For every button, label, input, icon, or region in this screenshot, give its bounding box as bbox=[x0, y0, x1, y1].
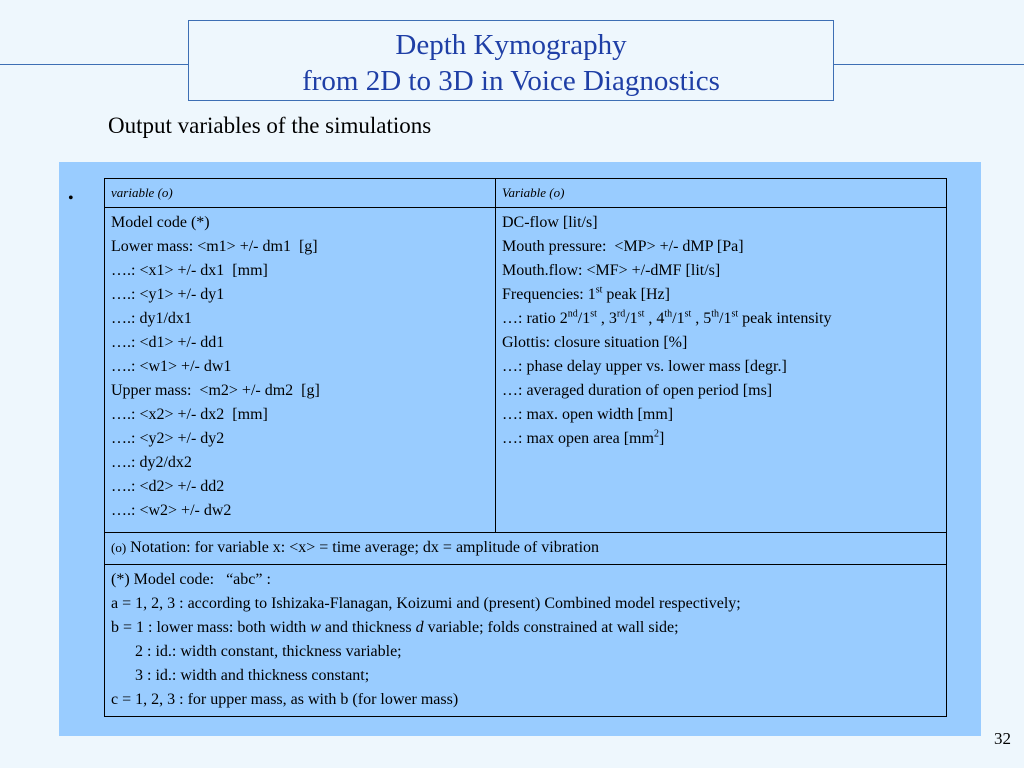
right-line: Mouth pressure: <MP> +/- dMP [Pa] bbox=[502, 238, 744, 255]
superscript: 2 bbox=[653, 428, 659, 440]
text: /1 bbox=[577, 310, 591, 327]
header-left: variable (o) bbox=[105, 179, 496, 208]
title-line-2: from 2D to 3D in Voice Diagnostics bbox=[302, 65, 720, 97]
left-line: ….: <w2> +/- dw2 bbox=[111, 502, 232, 519]
variables-table bbox=[104, 178, 947, 717]
right-line: Glottis: closure situation [%] bbox=[502, 334, 688, 351]
notation-cell bbox=[105, 533, 947, 565]
slide-title bbox=[188, 20, 834, 101]
right-line: DC-flow [lit/s] bbox=[502, 214, 598, 231]
table-row bbox=[105, 208, 947, 533]
title-rule-left bbox=[0, 64, 188, 65]
model-line: a = 1, 2, 3 : according to Ishizaka-Flanagan, Koizumi and (present) Combined model respectively; bbox=[111, 595, 741, 612]
notation-row bbox=[105, 533, 947, 565]
superscript: st bbox=[590, 308, 597, 320]
superscript: nd bbox=[567, 308, 578, 320]
left-line: ….: <d2> +/- dd2 bbox=[111, 478, 225, 495]
model-code-cell bbox=[105, 565, 947, 717]
page-number: 32 bbox=[994, 729, 1011, 748]
left-line: ….: <d1> +/- dd1 bbox=[111, 334, 225, 351]
left-line: ….: <y2> +/- dy2 bbox=[111, 430, 225, 447]
model-line: (*) Model code: “abc” : bbox=[111, 571, 271, 588]
superscript: st bbox=[731, 308, 739, 320]
right-line bbox=[502, 283, 940, 307]
notation-text: Notation: for variable x: <x> = time average; dx = amplitude of vibration bbox=[126, 539, 600, 556]
right-line: …: phase delay upper vs. lower mass [degr.] bbox=[502, 358, 787, 375]
input-variables-cell bbox=[105, 208, 496, 533]
text: , 5 bbox=[691, 310, 712, 327]
model-line bbox=[111, 616, 940, 640]
text: variable; folds constrained at wall side; bbox=[423, 619, 679, 636]
bullet: • bbox=[68, 190, 74, 207]
left-line: ….: <w1> +/- dw1 bbox=[111, 358, 232, 375]
text: /1 bbox=[719, 310, 732, 327]
header-right: Variable (o) bbox=[496, 179, 947, 208]
text: b = 1 : lower mass: both width bbox=[111, 619, 311, 636]
right-line bbox=[502, 307, 940, 331]
text: , 3 bbox=[596, 310, 617, 327]
superscript: st bbox=[684, 308, 692, 320]
text: and thickness bbox=[320, 619, 416, 636]
text: peak [Hz] bbox=[602, 286, 670, 303]
text: /1 bbox=[625, 310, 638, 327]
text: Frequencies: 1 bbox=[502, 286, 596, 303]
left-line: Model code (*) bbox=[111, 214, 210, 231]
left-line: Lower mass: <m1> +/- dm1 [g] bbox=[111, 238, 318, 255]
notation-prefix: (o) bbox=[111, 540, 127, 555]
title-line-1: Depth Kymography bbox=[395, 29, 627, 61]
text: /1 bbox=[672, 310, 685, 327]
left-line: ….: dy1/dx1 bbox=[111, 310, 192, 327]
right-line bbox=[502, 427, 940, 451]
superscript: st bbox=[595, 284, 603, 296]
text: …: ratio 2 bbox=[502, 310, 568, 327]
italic-d: d bbox=[415, 619, 424, 636]
text: …: max open area [mm bbox=[502, 430, 654, 447]
left-line: ….: <x2> +/- dx2 [mm] bbox=[111, 406, 268, 423]
text: , 4 bbox=[644, 310, 665, 327]
right-line: …: max. open width [mm] bbox=[502, 406, 674, 423]
right-line: Mouth.flow: <MF> +/-dMF [lit/s] bbox=[502, 262, 721, 279]
superscript: rd bbox=[616, 308, 626, 320]
title-rule-right bbox=[834, 64, 1024, 65]
text: ] bbox=[658, 430, 665, 447]
model-line: 3 : id.: width and thickness constant; bbox=[111, 667, 370, 684]
italic-w: w bbox=[310, 619, 321, 636]
left-line: Upper mass: <m2> +/- dm2 [g] bbox=[111, 382, 320, 399]
text: peak intensity bbox=[738, 310, 832, 327]
right-line: …: averaged duration of open period [ms] bbox=[502, 382, 773, 399]
model-line: 2 : id.: width constant, thickness variable; bbox=[111, 643, 402, 660]
model-code-row bbox=[105, 565, 947, 717]
left-line: ….: <x1> +/- dx1 [mm] bbox=[111, 262, 268, 279]
slide-subtitle: Output variables of the simulations bbox=[108, 113, 432, 138]
superscript: th bbox=[664, 308, 673, 320]
superscript: st bbox=[637, 308, 645, 320]
table-header-row bbox=[105, 179, 947, 208]
left-line: ….: <y1> +/- dy1 bbox=[111, 286, 225, 303]
model-line: c = 1, 2, 3 : for upper mass, as with b (for lower mass) bbox=[111, 691, 459, 708]
left-line: ….: dy2/dx2 bbox=[111, 454, 192, 471]
output-variables-cell bbox=[496, 208, 947, 533]
superscript: th bbox=[711, 308, 720, 320]
